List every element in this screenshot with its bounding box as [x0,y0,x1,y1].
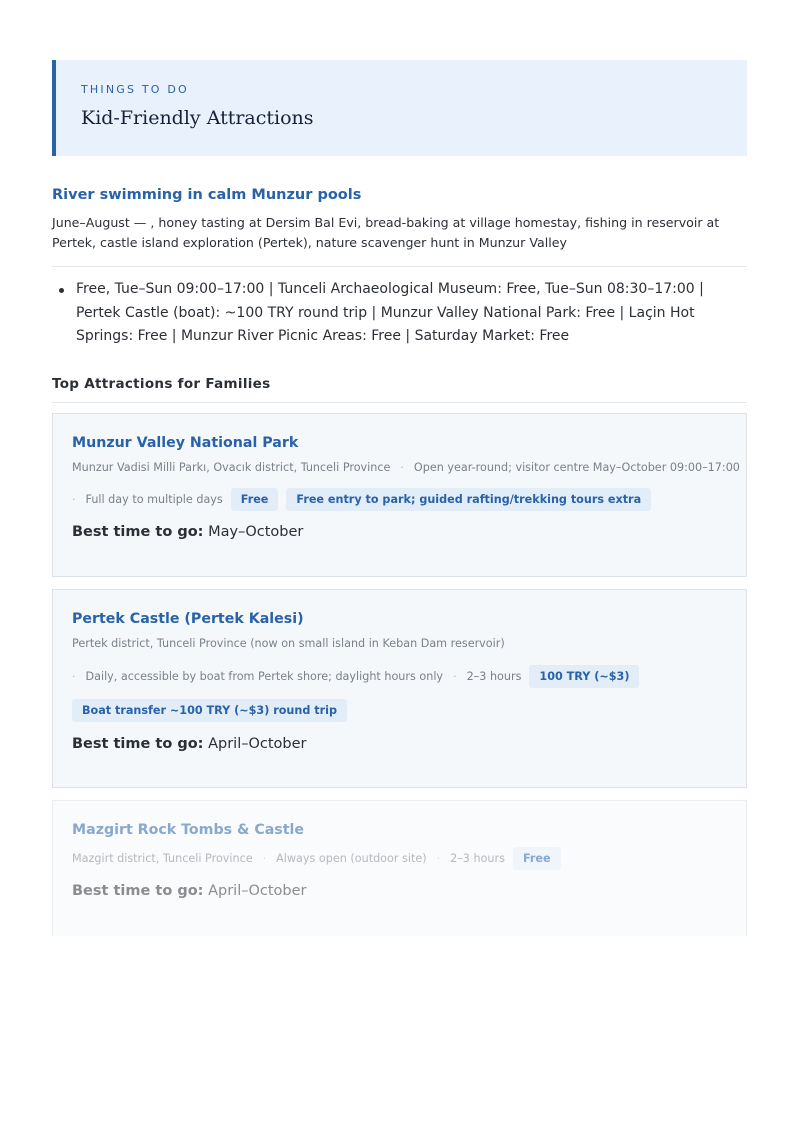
attraction-title[interactable]: Munzur Valley National Park [72,435,299,451]
separator-dot: · [262,852,267,865]
divider [52,266,747,267]
separator-dot: · [72,493,76,506]
intro-heading: River swimming in calm Munzur pools [52,187,362,203]
page-title: Kid-Friendly Attractions [81,107,314,129]
attraction-meta [72,699,347,722]
best-time [72,883,307,899]
attraction-duration: 2–3 hours [450,852,505,865]
page-header [52,60,747,156]
separator-dot: · [453,670,457,683]
note-badge: Free entry to park; guided rafting/trekking tours extra [286,488,651,511]
bullet-icon [59,288,64,293]
separator-dot: · [72,670,76,683]
attraction-meta [72,847,561,870]
attraction-title[interactable]: Mazgirt Rock Tombs & Castle [72,822,305,838]
best-time-label: Best time to go: [72,736,204,752]
price-summary-list [52,278,742,349]
attraction-meta [72,665,639,688]
separator-dot: · [436,852,441,865]
attraction-hours: Always open (outdoor site) [276,852,427,865]
attraction-meta [72,637,505,650]
attraction-location: Pertek district, Tunceli Province (now on small island in Keban Dam reservoir) [72,637,505,650]
attraction-meta [72,488,651,511]
attraction-hours: Open year-round; visitor centre May–October 09:00–17:00 [413,461,740,474]
price-badge: Free [231,488,279,511]
list-item-text: Free, Tue–Sun 09:00–17:00 | Tunceli Archaeological Museum: Free, Tue–Sun 08:30–17:00 | Pertek Castle (boat): ~100 TRY round trip | Munzur Valley National Park: Free | Laçin Hot Springs: Free | Munzur River Picnic Areas: Free | Saturday Market: Free [76,281,704,344]
section-eyebrow: THINGS TO DO [81,83,189,96]
list-item [52,278,742,349]
best-time-value: April–October [208,883,307,899]
attraction-duration: 2–3 hours [466,670,522,683]
attraction-location: Munzur Vadisi Milli Parkı, Ovacık district, Tunceli Province [72,461,391,474]
best-time-label: Best time to go: [72,883,204,899]
price-badge: Free [513,847,561,870]
attraction-title[interactable]: Pertek Castle (Pertek Kalesi) [72,611,304,627]
price-badge: 100 TRY (~$3) [529,665,639,688]
divider [52,402,747,403]
attraction-card [52,413,747,577]
intro-text: June–August — , honey tasting at Dersim Bal Evi, bread-baking at village homestay, fishing in reservoir at Pertek, castle island exploration (Pertek), nature scavenger hunt in Munzur Valley [52,215,720,250]
separator-dot: · [400,461,404,474]
note-badge: Boat transfer ~100 TRY (~$3) round trip [72,699,347,722]
attraction-card [52,800,747,936]
attraction-hours: Daily, accessible by boat from Pertek shore; daylight hours only [85,670,444,683]
attraction-card [52,589,747,788]
best-time [72,524,303,540]
best-time-value: May–October [208,524,304,540]
attraction-duration: Full day to multiple days [85,493,223,506]
best-time-value: April–October [208,736,307,752]
attraction-meta [72,461,740,474]
section-heading: Top Attractions for Families [52,376,271,392]
attraction-location: Mazgirt district, Tunceli Province [72,852,253,865]
best-time-label: Best time to go: [72,524,204,540]
best-time [72,736,307,752]
